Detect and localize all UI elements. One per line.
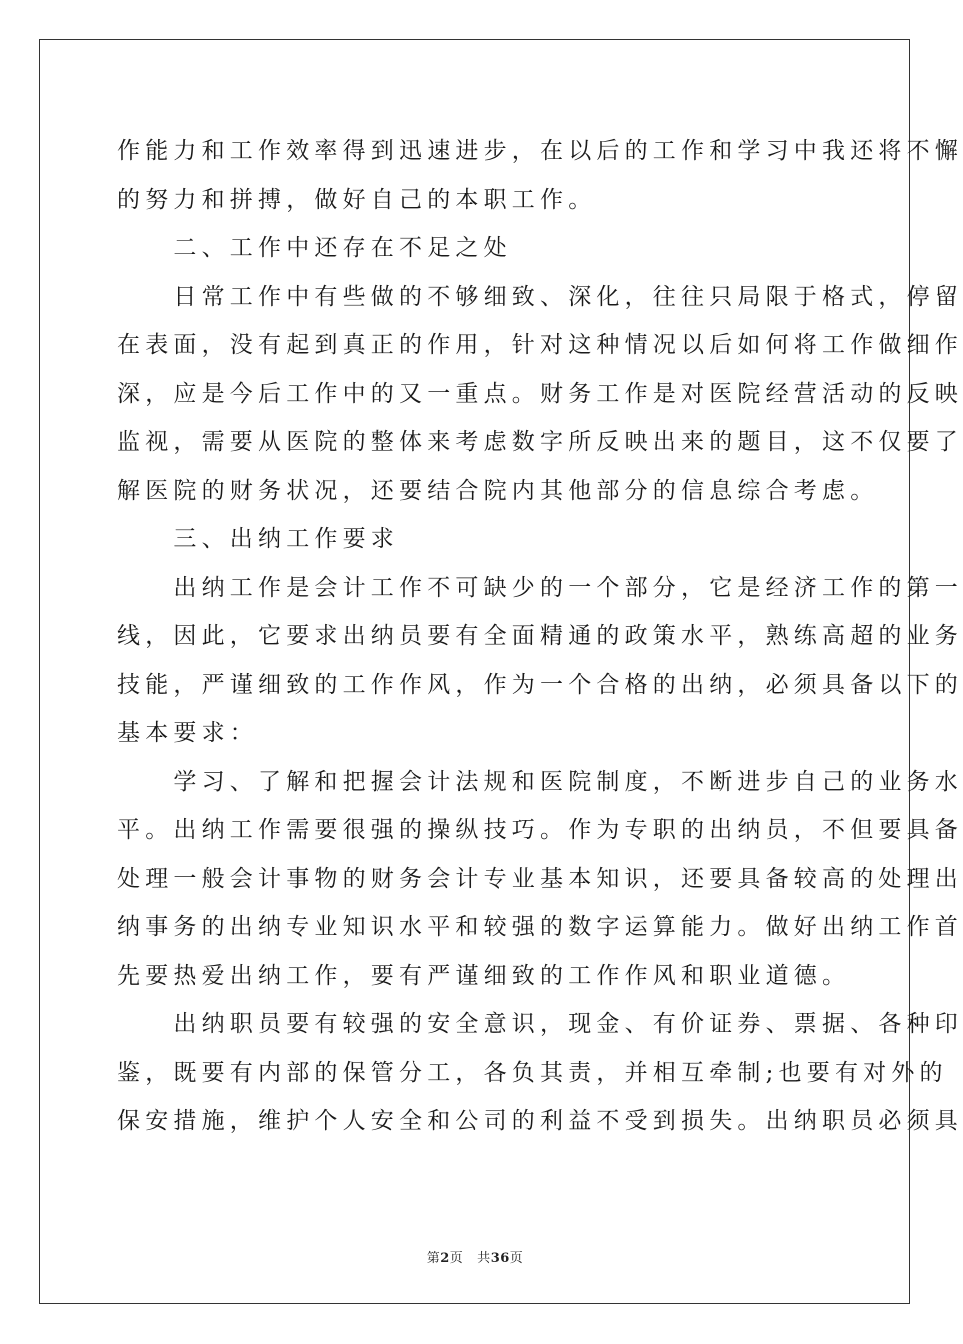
text-line: 解医院的财务状况，还要结合院内其他部分的信息综合考虑。 (117, 477, 879, 504)
page-prefix: 第 (426, 1251, 441, 1266)
total-pages: 36 (490, 1251, 510, 1266)
text-line: 深，应是今后工作中的又一重点。财务工作是对医院经营活动的反映 (117, 380, 963, 407)
total-prefix: 共 (477, 1251, 491, 1266)
text-line: 的努力和拼搏，做好自己的本职工作。 (117, 186, 597, 213)
text-line: 保安措施，维护个人安全和公司的利益不受到损失。出纳职员必须具 (117, 1108, 963, 1134)
text-line: 日常工作中有些做的不够细致、深化，往往只局限于格式，停留 (117, 283, 963, 310)
text-line: 在表面，没有起到真正的作用，针对这种情况以后如何将工作做细作 (117, 332, 963, 358)
text-line: 纳事务的出纳专业知识水平和较强的数字运算能力。做好出纳工作首 (117, 914, 963, 940)
document-body (117, 127, 963, 1146)
text-line: 技能，严谨细致的工作作风，作为一个合格的出纳，必须具备以下的 (117, 671, 963, 698)
text-line: 先要热爱出纳工作，要有严谨细致的工作作风和职业道德。 (117, 962, 851, 989)
section-heading: 二、工作中还存在不足之处 (117, 235, 512, 261)
total-suffix: 页 (509, 1251, 524, 1266)
text-line: 作能力和工作效率得到迅速进步，在以后的工作和学习中我还将不懈 (117, 138, 963, 164)
text-line: 出纳职员要有较强的安全意识，现金、有价证券、票据、各种印 (117, 1011, 963, 1037)
text-line: 处理一般会计事物的财务会计专业基本知识，还要具备较高的处理出 (117, 865, 963, 892)
text-line: 学习、了解和把握会计法规和医院制度，不断进步自己的业务水 (117, 768, 963, 795)
text-line: 平。出纳工作需要很强的操纵技巧。作为专职的出纳员，不但要具备 (117, 817, 963, 843)
page-suffix: 页 (449, 1251, 464, 1266)
page-footer (0, 1247, 950, 1266)
text-line: 线，因此，它要求出纳员要有全面精通的政策水平，熟练高超的业务 (117, 623, 963, 649)
text-line: 基本要求： (117, 720, 258, 746)
section-heading: 三、出纳工作要求 (117, 526, 399, 552)
text-line: 出纳工作是会计工作不可缺少的一个部分，它是经济工作的第一 (117, 574, 963, 601)
text-line: 鉴，既要有内部的保管分工，各负其责，并相互牵制;也要有对外的 (117, 1059, 948, 1086)
page-number: 2 (440, 1251, 450, 1266)
text-line: 监视，需要从医院的整体来考虑数字所反映出来的题目，这不仅要了 (117, 429, 963, 455)
